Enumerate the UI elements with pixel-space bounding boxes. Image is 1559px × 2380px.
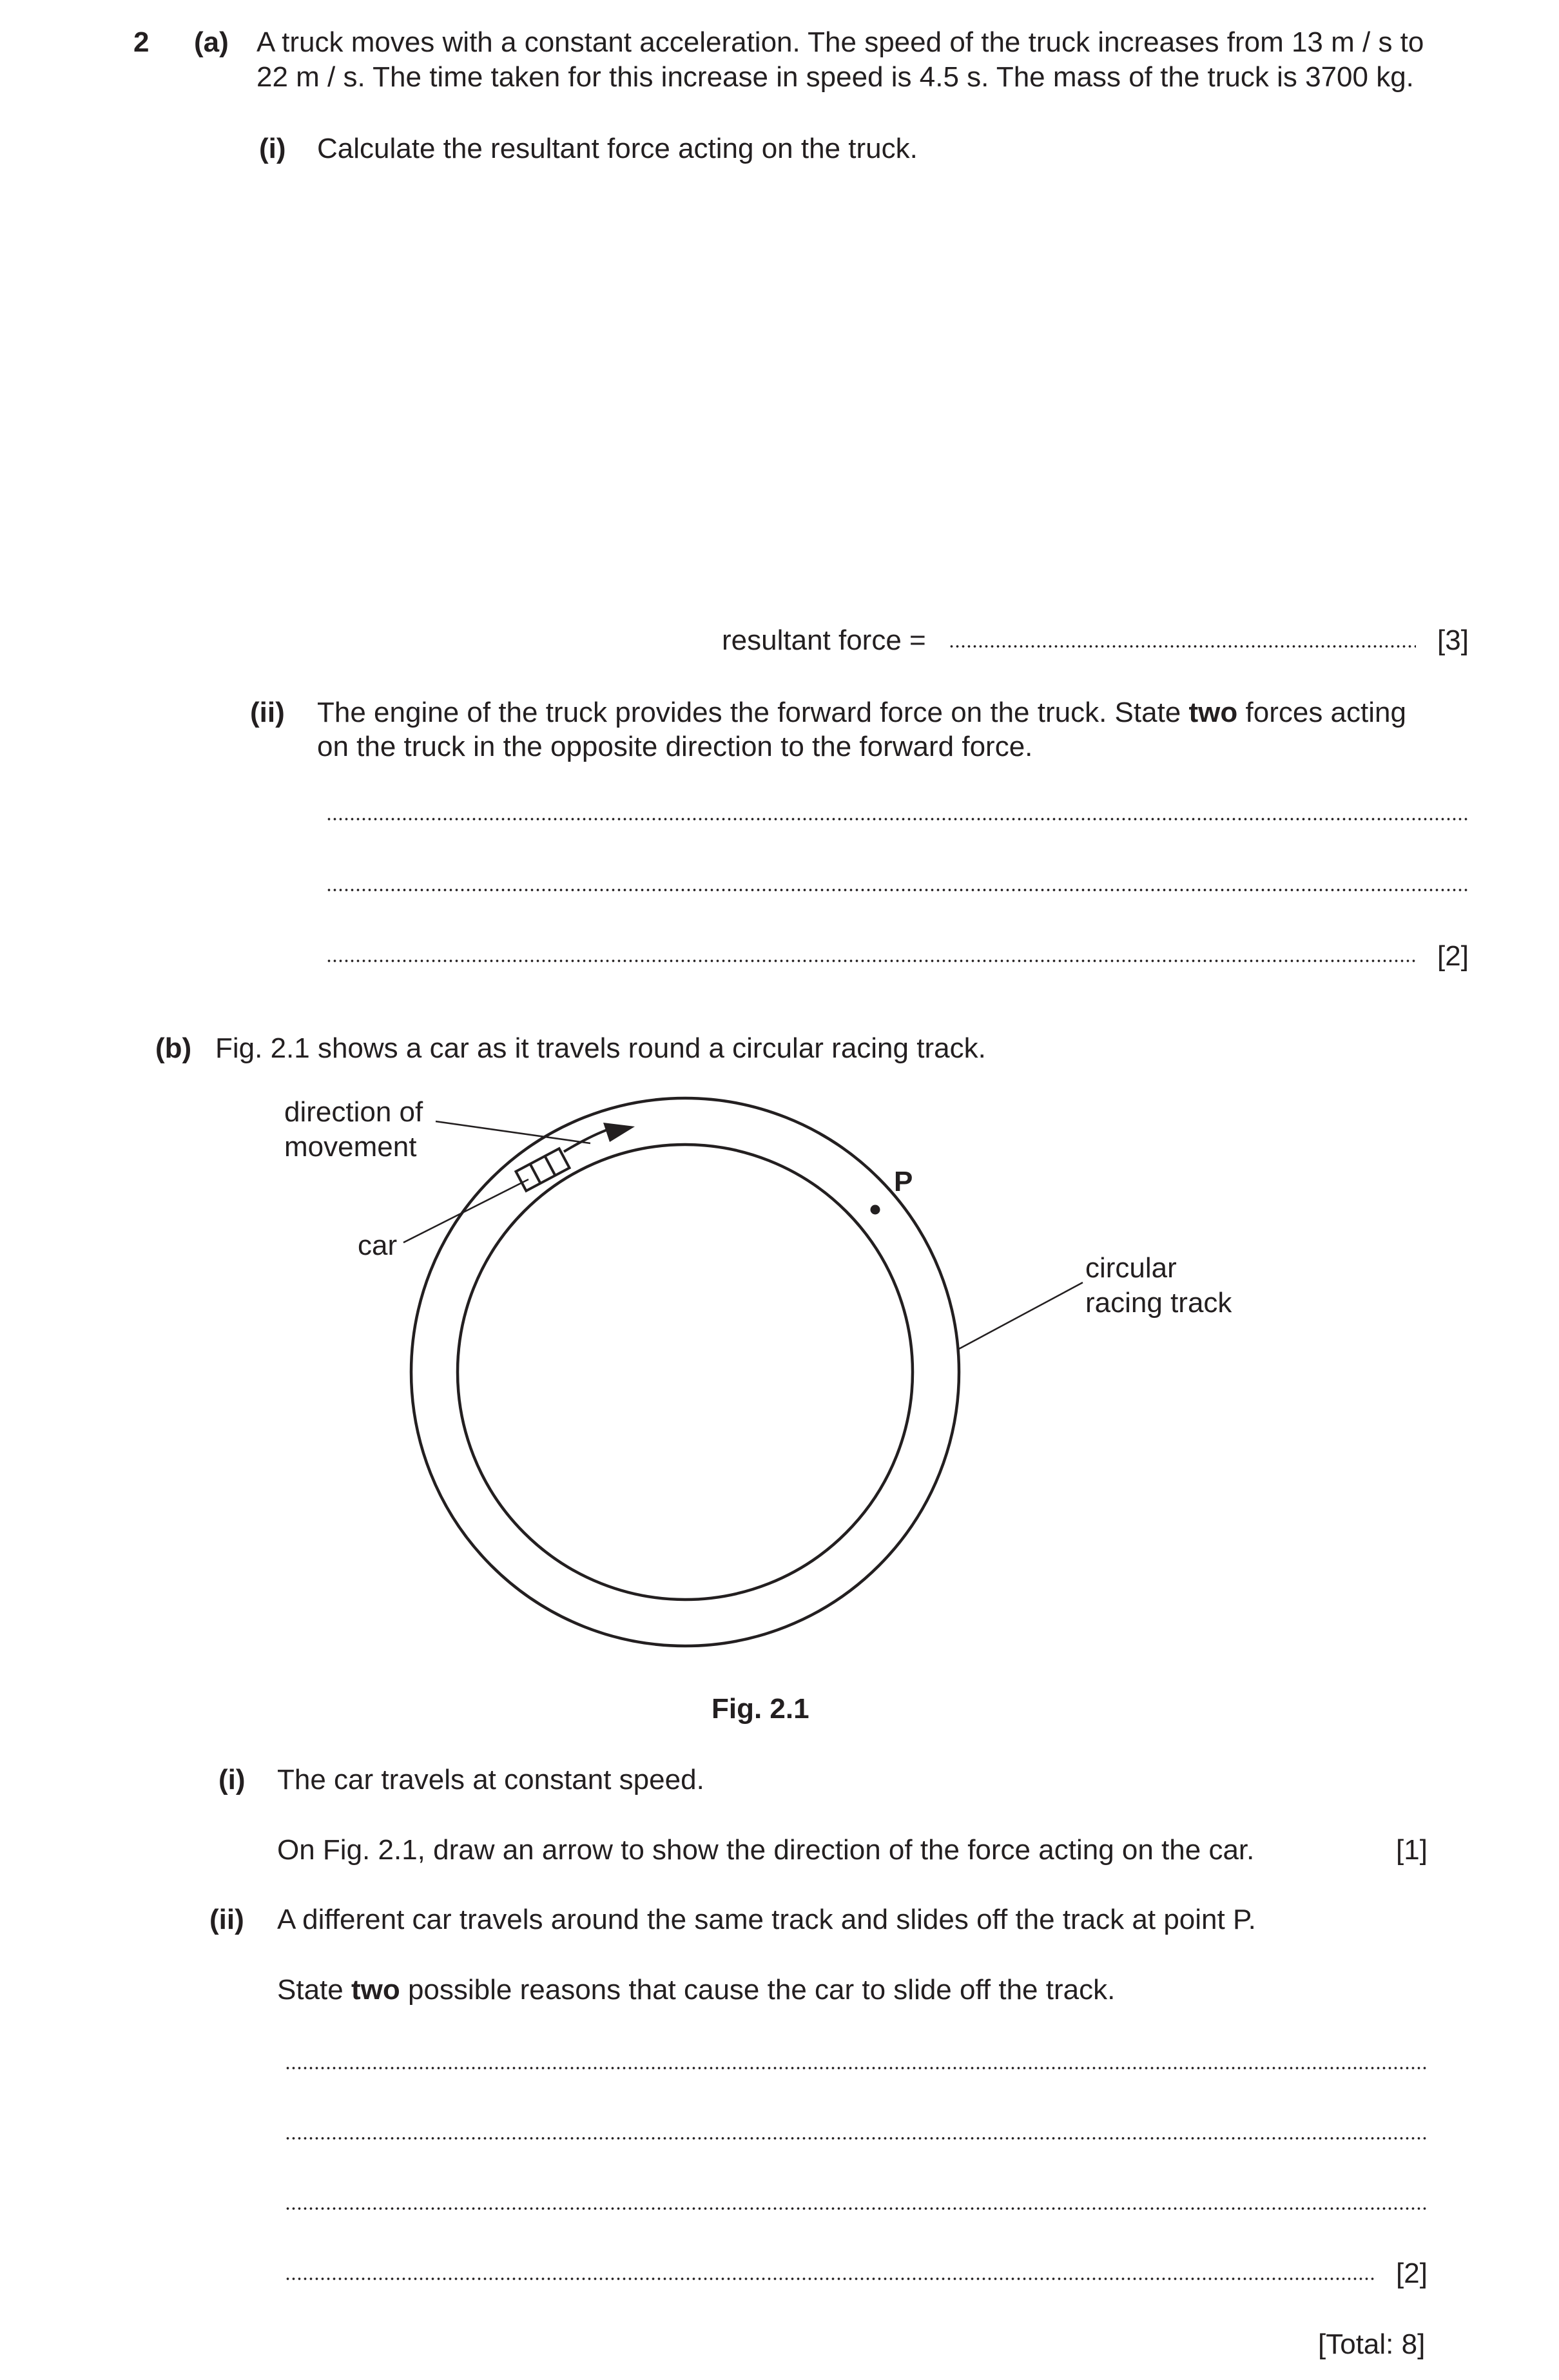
car-label-leader xyxy=(403,1179,528,1243)
part-b-ii-marks: [2] xyxy=(1396,2258,1428,2289)
track-inner-edge xyxy=(458,1145,913,1600)
part-b-ii-text: A different car travels around the same track and slides off the track at point P. xyxy=(277,1904,1256,1935)
part-a-ii-line2: on the truck in the opposite direction to the forward force. xyxy=(317,731,1033,762)
part-b-ii-instr-bold: two xyxy=(351,1974,400,2006)
part-a-ii-line1-pre: The engine of the truck provides the forward force on the truck. State xyxy=(317,697,1189,728)
question-total: [Total: 8] xyxy=(1318,2328,1426,2360)
part-a-ii-line1-post: forces acting xyxy=(1237,697,1406,728)
question-number: 2 xyxy=(133,26,150,58)
answer-line-b-ii-2[interactable] xyxy=(285,2136,1428,2140)
part-a-i-marks: [3] xyxy=(1437,624,1469,656)
part-b-ii-instr-pre: State xyxy=(277,1974,351,2006)
answer-line-b-ii-3[interactable] xyxy=(285,2207,1428,2211)
part-b-ii-instruction xyxy=(277,1972,1115,2008)
track-label-leader xyxy=(959,1282,1083,1349)
track-label-line2: racing track xyxy=(1085,1287,1232,1319)
part-a-label: (a) xyxy=(194,26,229,58)
part-b-i-label: (i) xyxy=(218,1764,246,1795)
part-a-ii-label: (ii) xyxy=(250,697,285,728)
car-icon xyxy=(516,1148,569,1191)
answer-line-b-ii-1[interactable] xyxy=(285,2066,1428,2070)
part-b-i-marks: [1] xyxy=(1396,1834,1428,1866)
part-b-ii-instr-post: possible reasons that cause the car to slide off the track. xyxy=(400,1974,1116,2006)
direction-label-line2: movement xyxy=(284,1131,417,1163)
part-b-stem: Fig. 2.1 shows a car as it travels round a circular racing track. xyxy=(215,1032,986,1064)
direction-label-line1: direction of xyxy=(284,1096,423,1128)
resultant-force-label: resultant force = xyxy=(722,624,926,656)
part-a-ii-marks: [2] xyxy=(1437,940,1469,972)
answer-line-b-ii-4[interactable] xyxy=(285,2277,1375,2281)
part-a-stem-line2: 22 m / s. The time taken for this increase in speed is 4.5 s. The mass of the truck is 3700 kg. xyxy=(257,61,1414,93)
point-p-dot xyxy=(871,1205,880,1215)
part-b-i-text: The car travels at constant speed. xyxy=(277,1764,704,1795)
part-b-ii-label: (ii) xyxy=(209,1904,244,1935)
part-a-ii-line1-bold: two xyxy=(1188,697,1238,728)
track-outer-edge xyxy=(411,1098,959,1646)
part-a-i-text: Calculate the resultant force acting on the truck. xyxy=(317,133,918,164)
point-p-label: P xyxy=(894,1166,913,1197)
part-a-i-label: (i) xyxy=(259,133,286,164)
track-label-line1: circular xyxy=(1085,1252,1177,1284)
car-label: car xyxy=(358,1230,398,1261)
part-b-label: (b) xyxy=(155,1032,192,1064)
direction-of-movement-arrowhead xyxy=(603,1123,635,1142)
figure-caption: Fig. 2.1 xyxy=(712,1693,809,1725)
part-a-stem-line1: A truck moves with a constant acceleration. The speed of the truck increases from 13 m / s to xyxy=(257,26,1424,58)
part-b-i-instruction: On Fig. 2.1, draw an arrow to show the direction of the force acting on the car. xyxy=(277,1834,1255,1866)
